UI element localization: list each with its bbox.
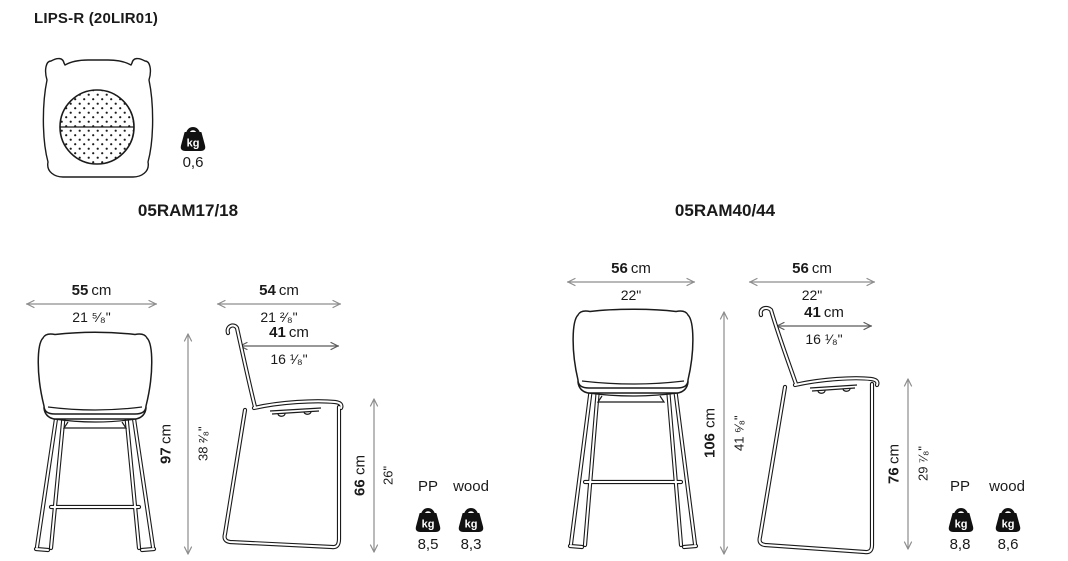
dimension-arrow (748, 277, 876, 287)
m1-seat-height-inches: 26" (380, 465, 396, 486)
dim-inches: 21 ²⁄₈" (260, 309, 298, 325)
m2-seat-height-inches: 29 ⁷⁄₈" (915, 446, 931, 482)
dim-cm: 76 (885, 467, 903, 485)
dim-value (748, 261, 876, 276)
dimension-arrow (368, 397, 380, 554)
dim-cm: 41 (804, 304, 821, 321)
dim-unit: cm (288, 324, 309, 341)
dim-cm: 54 (259, 282, 276, 299)
m2-pp-label: PP (949, 478, 970, 495)
m2-total-height-value (700, 310, 720, 556)
dim-cm: 56 (792, 260, 809, 277)
kg-weight-icon (179, 122, 207, 152)
dim-unit: cm (278, 282, 299, 299)
m2-wood-weight: 8,6 (997, 536, 1019, 553)
m1-pp-weight: 8,5 (417, 536, 439, 553)
dim-value (25, 283, 158, 298)
kg-weight-icon (947, 503, 975, 533)
dimension-arrow (718, 310, 730, 556)
dimension-arrow (182, 332, 194, 556)
m1-wood-label: wood (453, 478, 489, 495)
dim-unit: cm (351, 455, 369, 476)
kg-icon-label: kg (1001, 518, 1015, 531)
dim-cm: 41 (269, 324, 286, 341)
dim-inches: 21 ⁵⁄₈" (72, 309, 111, 325)
m2-front-view-drawing (564, 308, 702, 555)
m2-pp-weight: 8,8 (949, 536, 971, 553)
kg-icon-label: kg (954, 518, 968, 531)
kg-icon-label: kg (421, 518, 435, 531)
kg-icon-label: kg (186, 137, 200, 150)
m2-total-height-inches: 41 ⁶⁄₈" (731, 415, 747, 451)
dim-inches: 22" (620, 287, 642, 303)
dim-unit: cm (811, 260, 832, 277)
dim-unit: cm (91, 282, 112, 299)
m1-wood-weight: 8,3 (460, 536, 482, 553)
model2-name: 05RAM40/44 (674, 201, 776, 220)
seat-pad-drawing (28, 52, 168, 184)
m1-total-height-value (156, 332, 176, 556)
m1-pp-label: PP (417, 478, 438, 495)
model1-name: 05RAM17/18 (137, 201, 239, 220)
kg-weight-icon (994, 503, 1022, 533)
m2-wood-label: wood (989, 478, 1025, 495)
dim-unit: cm (823, 304, 844, 321)
dim-inches: 22" (801, 287, 823, 303)
dim-cm: 97 (157, 447, 175, 465)
dim-inches: 16 ¹⁄₈" (805, 331, 843, 347)
kg-weight-icon (457, 503, 485, 533)
dim-value (566, 261, 696, 276)
m2-side-view-drawing (755, 306, 882, 557)
dimension-arrow (902, 377, 914, 551)
m2-seat-height-value (884, 377, 904, 551)
m1-side-width-dim (216, 283, 342, 325)
m2-side-width-dim (748, 261, 876, 303)
dim-cm: 55 (71, 282, 89, 299)
dimension-arrow (216, 299, 342, 309)
dimension-arrow (566, 277, 696, 287)
m1-front-view-drawing (24, 330, 166, 558)
m1-seat-height-value (350, 397, 370, 554)
dim-unit: cm (885, 443, 903, 464)
dim-inches: 16 ¹⁄₈" (270, 351, 308, 367)
dim-unit: cm (701, 408, 719, 429)
kg-icon-label: kg (464, 518, 478, 531)
dim-unit: cm (157, 423, 175, 444)
dim-unit: cm (630, 260, 651, 277)
m2-front-width-dim (566, 261, 696, 303)
m1-front-width-dim (25, 283, 158, 325)
dim-cm: 106 (701, 432, 719, 458)
page-title: LIPS-R (20LIR01) (34, 10, 159, 27)
dimension-arrow (25, 299, 158, 309)
m1-total-height-inches: 38 ²⁄₈" (195, 426, 211, 462)
dim-cm: 66 (351, 479, 369, 496)
kg-weight-icon (414, 503, 442, 533)
dim-cm: 56 (611, 260, 628, 277)
pad-weight-value: 0,6 (182, 154, 204, 171)
dim-value (216, 283, 342, 298)
m1-side-view-drawing (218, 322, 344, 557)
